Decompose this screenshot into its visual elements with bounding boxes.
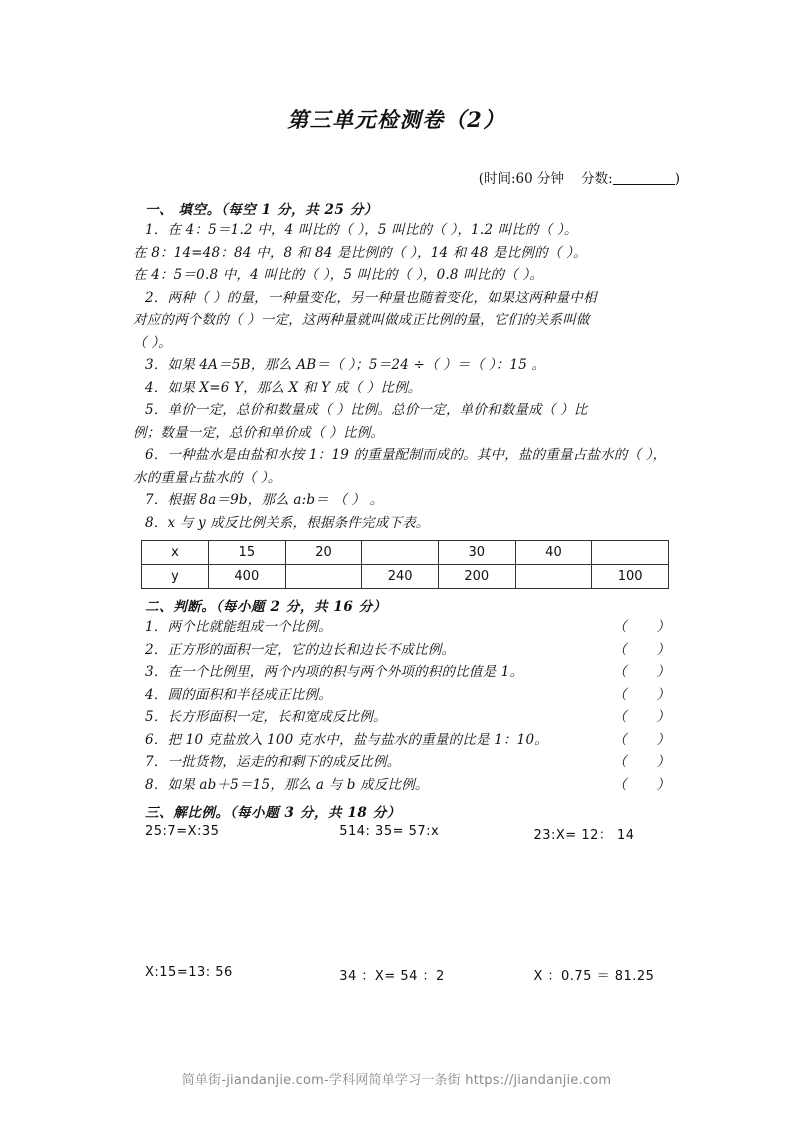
- page-title: 第三单元检测卷（2）: [287, 107, 506, 132]
- exam-content: [133, 198, 678, 984]
- solve-problem-4: X:15=13: 56: [145, 965, 233, 980]
- judge-item-6-answer-box[interactable]: （ ）: [613, 731, 670, 748]
- judge-item-2: [133, 639, 678, 662]
- judge-item-7-answer-box[interactable]: （ ）: [613, 754, 670, 770]
- judge-item-3-text: 3．在一个比例里，两个内项的积与两个外项的积的比值是 1。: [145, 664, 524, 680]
- solve-row-1: [133, 824, 678, 843]
- judge-item-5-text: 5．长方形面积一定，长和宽成反比例。: [145, 709, 387, 725]
- table-cell-y-1[interactable]: [285, 565, 362, 589]
- table-cell-y-5[interactable]: 100: [592, 565, 669, 589]
- table-cell-y-4[interactable]: [515, 565, 592, 589]
- question-2-line-2: 对应的两个数的（ ）一定，这两种量就叫做成正比例的量，它们的关系叫做: [133, 312, 590, 328]
- judge-item-3-answer-box[interactable]: （ ）: [613, 664, 670, 680]
- section-two-heading: 二、判断。（每小题 2 分，共 16 分）: [145, 599, 387, 615]
- xy-value-table: [141, 540, 669, 589]
- score-blank-field[interactable]: [613, 184, 675, 185]
- exam-duration: (时间:60 分钟: [478, 171, 564, 187]
- question-8: 8．x 与 y 成反比例关系，根据条件完成下表。: [145, 514, 430, 531]
- score-label: 分数:: [581, 171, 613, 187]
- table-cell-x-5[interactable]: [592, 541, 669, 565]
- judge-item-1-text: 1．两个比就能组成一个比例。: [145, 619, 332, 635]
- table-cell-x-0[interactable]: 15: [209, 541, 286, 565]
- judge-item-5-answer-box[interactable]: （ ）: [613, 709, 670, 725]
- question-1-line-1: 1．在 4：5＝1.2 中，4 叫比的（ ），5 叫比的（ ），1.2 叫比的（ ）。: [145, 222, 578, 238]
- judge-item-1: [133, 616, 678, 639]
- judge-item-4-text: 4．圆的面积和半径成正比例。: [145, 686, 332, 703]
- judge-item-7: [133, 751, 678, 774]
- judge-item-2-answer-box[interactable]: （ ）: [613, 641, 670, 658]
- question-5-line-2: 例；数量一定，总价和单价成（ ）比例。: [133, 424, 385, 441]
- question-1-line-3: 在 4：5＝0.8 中，4 叫比的（ ），5 叫比的（ ），0.8 叫比的（ ）。: [133, 267, 544, 283]
- judge-item-6: [133, 729, 678, 752]
- judge-item-4: [133, 684, 678, 707]
- table-row-x: [142, 541, 669, 565]
- question-1-line-2: 在 8：14=48：84 中，8 和 84 是比例的（ ），14 和 48 是比例的（ ）。: [133, 244, 587, 261]
- question-6-line-2: 水的重量占盐水的（ ）。: [133, 469, 282, 486]
- question-6-line-1: 6．一种盐水是由盐和水按 1：19 的重量配制而成的。其中，盐的重量占盐水的（ ），: [145, 447, 667, 463]
- solve-problem-2: 514: 35= 57:x: [339, 824, 440, 839]
- footer-watermark: 简单街-jiandanjie.com-学科网简单学习一条街 https://jiandanjie.com: [181, 1073, 612, 1088]
- table-cell-x-4[interactable]: 40: [515, 541, 592, 565]
- judge-item-1-answer-box[interactable]: （ ）: [613, 619, 670, 635]
- table-cell-y-2[interactable]: 240: [362, 565, 439, 589]
- question-2-line-3: （ ）。: [133, 334, 172, 351]
- judge-item-2-text: 2．正方形的面积一定，它的边长和边长不成比例。: [145, 641, 456, 658]
- table-row-y-label: y: [142, 565, 209, 589]
- question-3: 3．如果 4A＝5B，那么 AB＝（ ）；5＝24 ÷（ ）＝（ ）：15 。: [145, 357, 546, 373]
- question-5-line-1: 5．单价一定，总价和数量成（ ）比例。总价一定，单价和数量成（ ）比: [145, 402, 588, 418]
- solve-problem-3: 23:X= 12： 14: [533, 828, 635, 843]
- question-4: 4．如果 X=6 Y，那么 X 和 Y 成（ ）比例。: [145, 379, 422, 396]
- question-2-line-1: 2．两种（ ）的量，一种量变化，另一种量也随着变化，如果这两种量中相: [145, 289, 597, 306]
- solve-problem-5: 34 ：X= 54 ：2: [339, 969, 445, 984]
- table-row-x-label: x: [142, 541, 209, 565]
- judge-item-3: [133, 661, 678, 684]
- table-cell-x-2[interactable]: [362, 541, 439, 565]
- judge-item-6-text: 6．把 10 克盐放入 100 克水中，盐与盐水的重量的比是 1：10。: [145, 731, 548, 748]
- judge-item-8-answer-box[interactable]: （ ）: [613, 776, 670, 793]
- meta-close-paren: ): [674, 171, 680, 187]
- section-three-heading: 三、解比例。（每小题 3 分，共 18 分）: [145, 805, 401, 821]
- table-cell-x-3[interactable]: 30: [438, 541, 515, 565]
- table-cell-y-0[interactable]: 400: [209, 565, 286, 589]
- table-cell-x-1[interactable]: 20: [285, 541, 362, 565]
- judge-item-8-text: 8．如果 ab＋5＝15，那么 a 与 b 成反比例。: [145, 776, 429, 793]
- judge-item-5: [133, 706, 678, 729]
- judge-item-7-text: 7．一批货物，运走的和剩下的成反比例。: [145, 754, 401, 770]
- table-cell-y-3[interactable]: 200: [438, 565, 515, 589]
- solve-problem-1: 25:7=X:35: [145, 824, 220, 839]
- table-row-y: [142, 565, 669, 589]
- question-7: 7．根据 8a＝9b，那么 a:b＝ （ ） 。: [145, 492, 384, 508]
- judge-item-4-answer-box[interactable]: （ ）: [613, 686, 670, 703]
- section-one-heading: 一、 填空。（每空 1 分，共 25 分）: [145, 202, 379, 218]
- solve-row-2: [133, 965, 678, 984]
- exam-meta-line: [0, 167, 793, 187]
- judge-item-8: [133, 774, 678, 797]
- solve-problem-6: X ：0.75 ＝ 81.25: [533, 969, 655, 984]
